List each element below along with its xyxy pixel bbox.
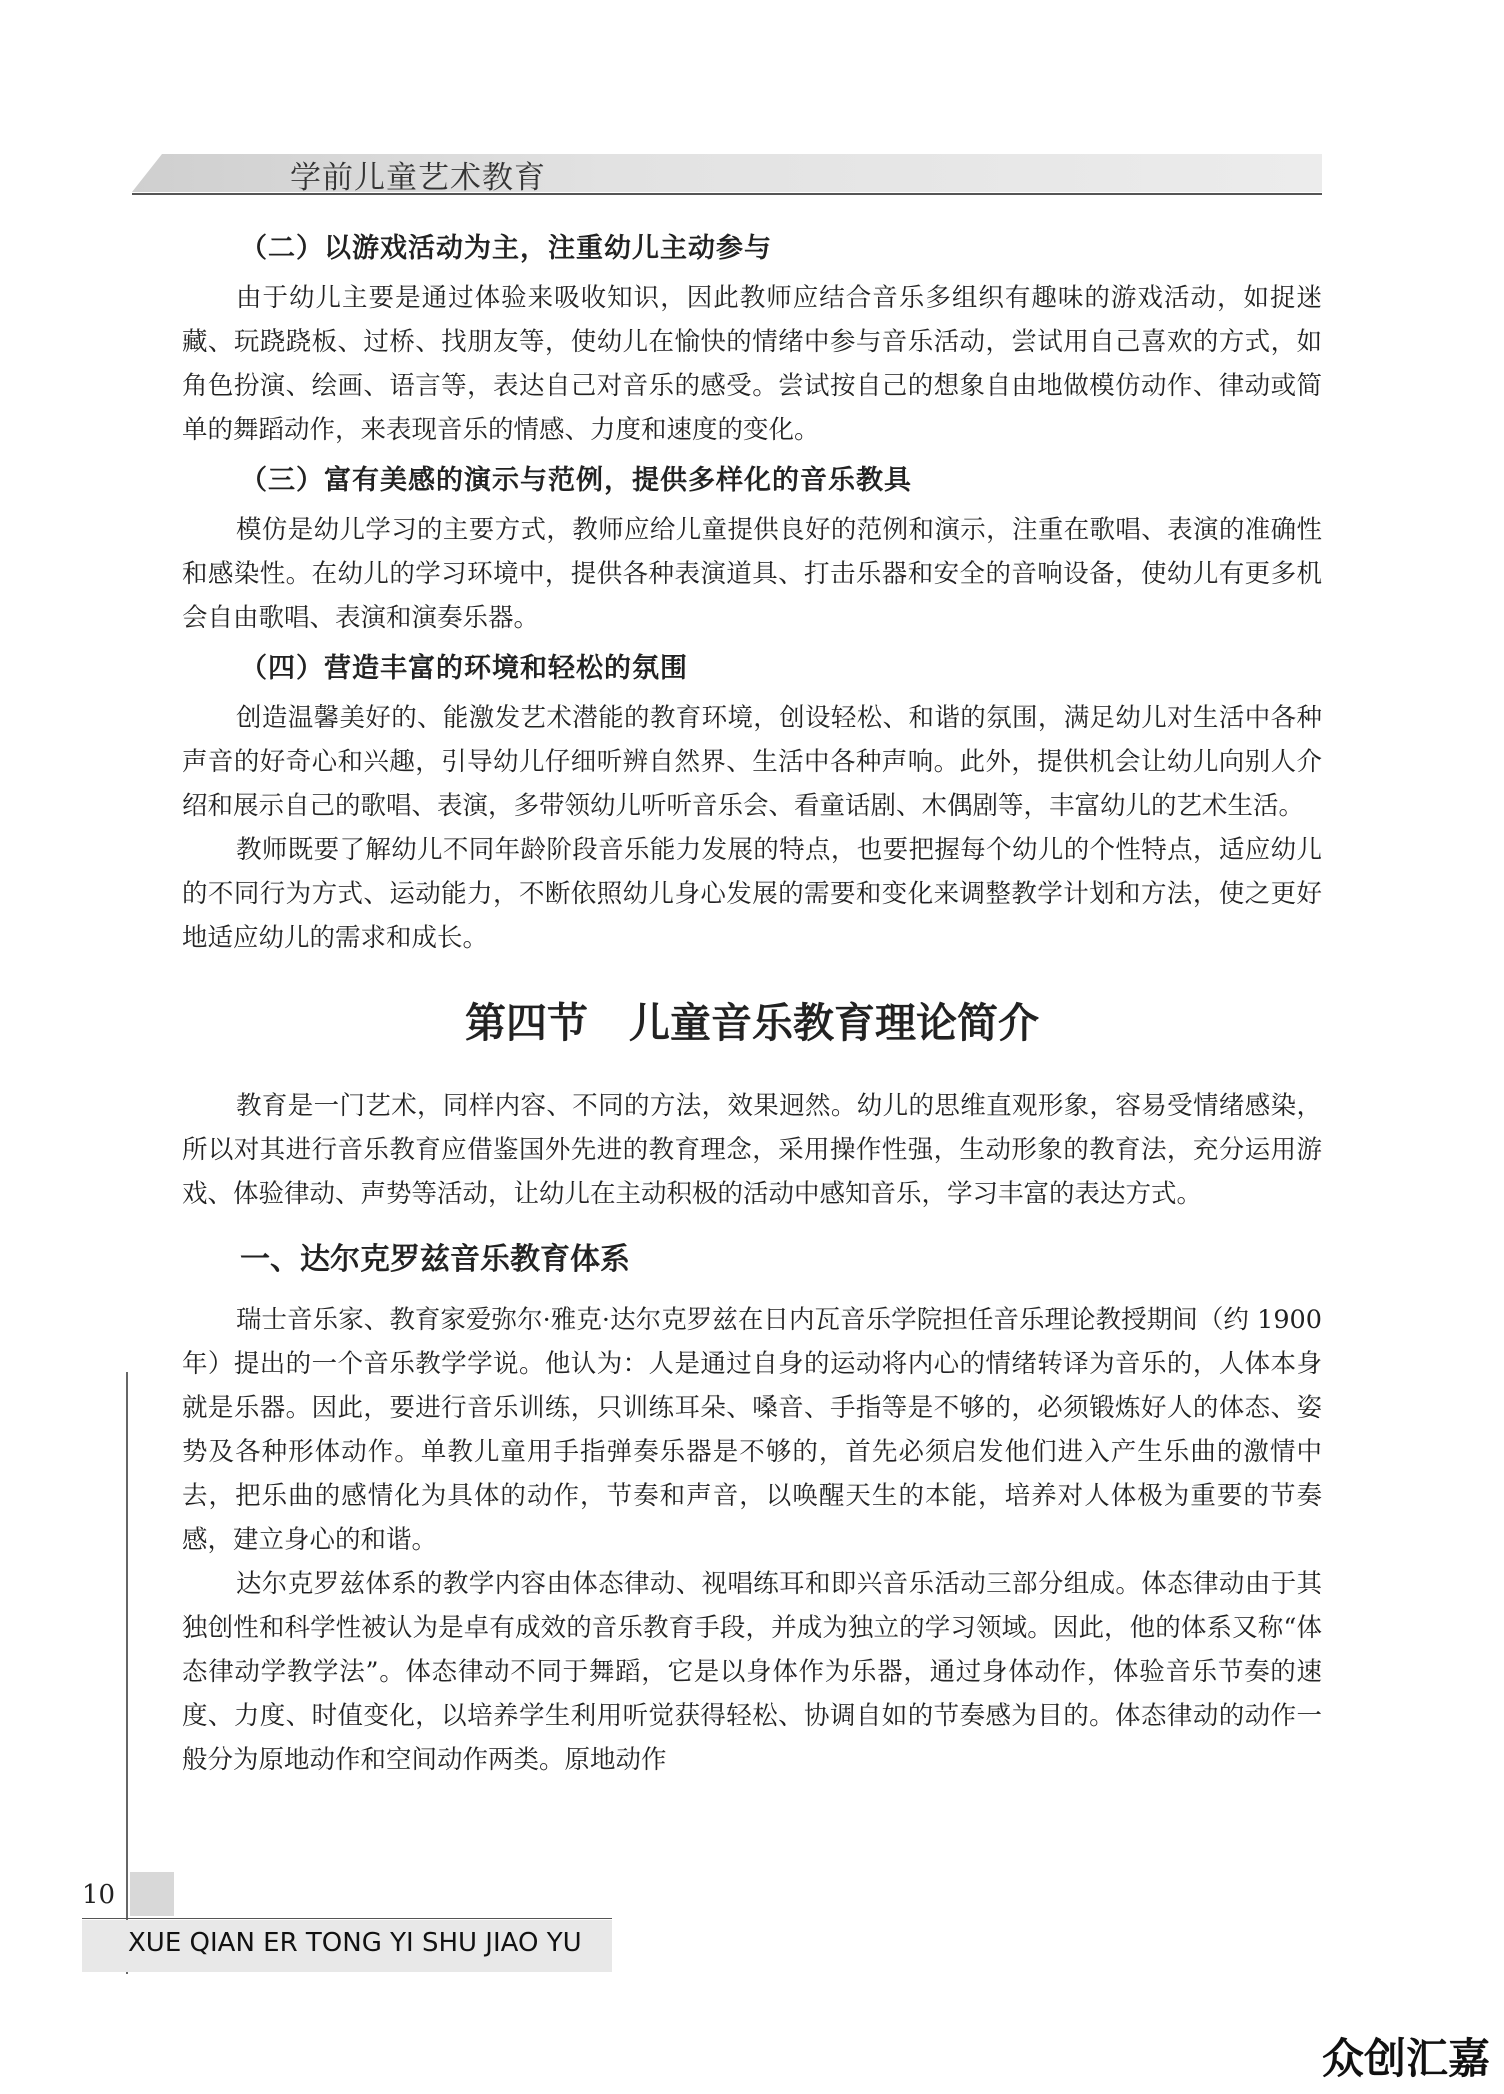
margin-rule	[126, 1372, 128, 1974]
paragraph: 创造温馨美好的、能激发艺术潜能的教育环境，创设轻松、和谐的氛围，满足幼儿对生活中各种声音的好奇心和兴趣，引导幼儿仔细听辨自然界、生活中各种声响。此外，提供机会让幼儿向别人介绍和展示自己的歌唱、表演，多带领幼儿听听音乐会、看童话剧、木偶剧等，丰富幼儿的艺术生活。	[182, 703, 1322, 821]
running-header-title: 学前儿童艺术教育	[290, 160, 546, 196]
heading-play-activities: （二）以游戏活动为主，注重幼儿主动参与	[240, 233, 772, 264]
paragraph: 由于幼儿主要是通过体验来吸收知识，因此教师应结合音乐多组织有趣味的游戏活动，如捉迷藏、玩跷跷板、过桥、找朋友等，使幼儿在愉快的情绪中参与音乐活动，尝试用自己喜欢的方式，如角色扮演、绘画、语言等，表达自己对音乐的感受。尝试按自己的想象自由地做模仿动作、律动或简单的舞蹈动作，来表现音乐的情感、力度和速度的变化。	[182, 283, 1322, 445]
paragraph: 教师既要了解幼儿不同年龄阶段音乐能力发展的特点，也要把握每个幼儿的个性特点，适应幼儿的不同行为方式、运动能力，不断依照幼儿身心发展的需要和变化来调整教学计划和方法，使之更好地适应幼儿的需求和成长。	[182, 835, 1322, 953]
page-body	[182, 220, 1322, 1782]
page-number: 10	[82, 1880, 116, 1910]
intro-paragraph: 教育是一门艺术，同样内容、不同的方法，效果迥然。幼儿的思维直观形象，容易受情绪感染，所以对其进行音乐教育应借鉴国外先进的教育理念，采用操作性强，生动形象的教育法，充分运用游戏、体验律动、声势等活动，让幼儿在主动积极的活动中感知音乐，学习丰富的表达方式。	[182, 1091, 1322, 1209]
page-number-box	[130, 1872, 174, 1916]
watermark: 众创汇嘉	[1321, 2034, 1490, 2083]
section-title: 第四节 儿童音乐教育理论简介	[465, 999, 1039, 1047]
paragraph: 达尔克罗兹体系的教学内容由体态律动、视唱练耳和即兴音乐活动三部分组成。体态律动由于其独创性和科学性被认为是卓有成效的音乐教育手段，并成为独立的学习领域。因此，他的体系又称“体态律动学教学法”。体态律动不同于舞蹈，它是以身体作为乐器，通过身体动作，体验音乐节奏的速度、力度、时值变化，以培养学生利用听觉获得轻松、协调自如的节奏感为目的。体态律动的动作一般分为原地动作和空间动作两类。原地动作	[182, 1569, 1322, 1775]
footer-series-text: XUE QIAN ER TONG YI SHU JIAO YU	[128, 1928, 582, 1958]
paragraph: 瑞士音乐家、教育家爱弥尔·雅克·达尔克罗兹在日内瓦音乐学院担任音乐理论教授期间（约 1900 年）提出的一个音乐教学学说。他认为：人是通过自身的运动将内心的情绪转译为音乐的，人体本身就是乐器。因此，要进行音乐训练，只训练耳朵、嗓音、手指等是不够的，必须锻炼好人的体态、姿势及各种形体动作。单教儿童用手指弹奏乐器是不够的，首先必须启发他们进入产生乐曲的激情中去，把乐曲的感情化为具体的动作，节奏和声音，以唤醒天生的本能，培养对人体极为重要的节奏感，建立身心的和谐。	[182, 1305, 1322, 1555]
subsection-heading: 一、达尔克罗兹音乐教育体系	[240, 1242, 630, 1277]
footer-rule	[82, 1918, 612, 1919]
heading-environment: （四）营造丰富的环境和轻松的氛围	[240, 653, 688, 684]
paragraph: 模仿是幼儿学习的主要方式，教师应给儿童提供良好的范例和演示，注重在歌唱、表演的准确性和感染性。在幼儿的学习环境中，提供各种表演道具、打击乐器和安全的音响设备，使幼儿有更多机会自由歌唱、表演和演奏乐器。	[182, 515, 1322, 633]
heading-demonstration: （三）富有美感的演示与范例，提供多样化的音乐教具	[240, 465, 912, 496]
